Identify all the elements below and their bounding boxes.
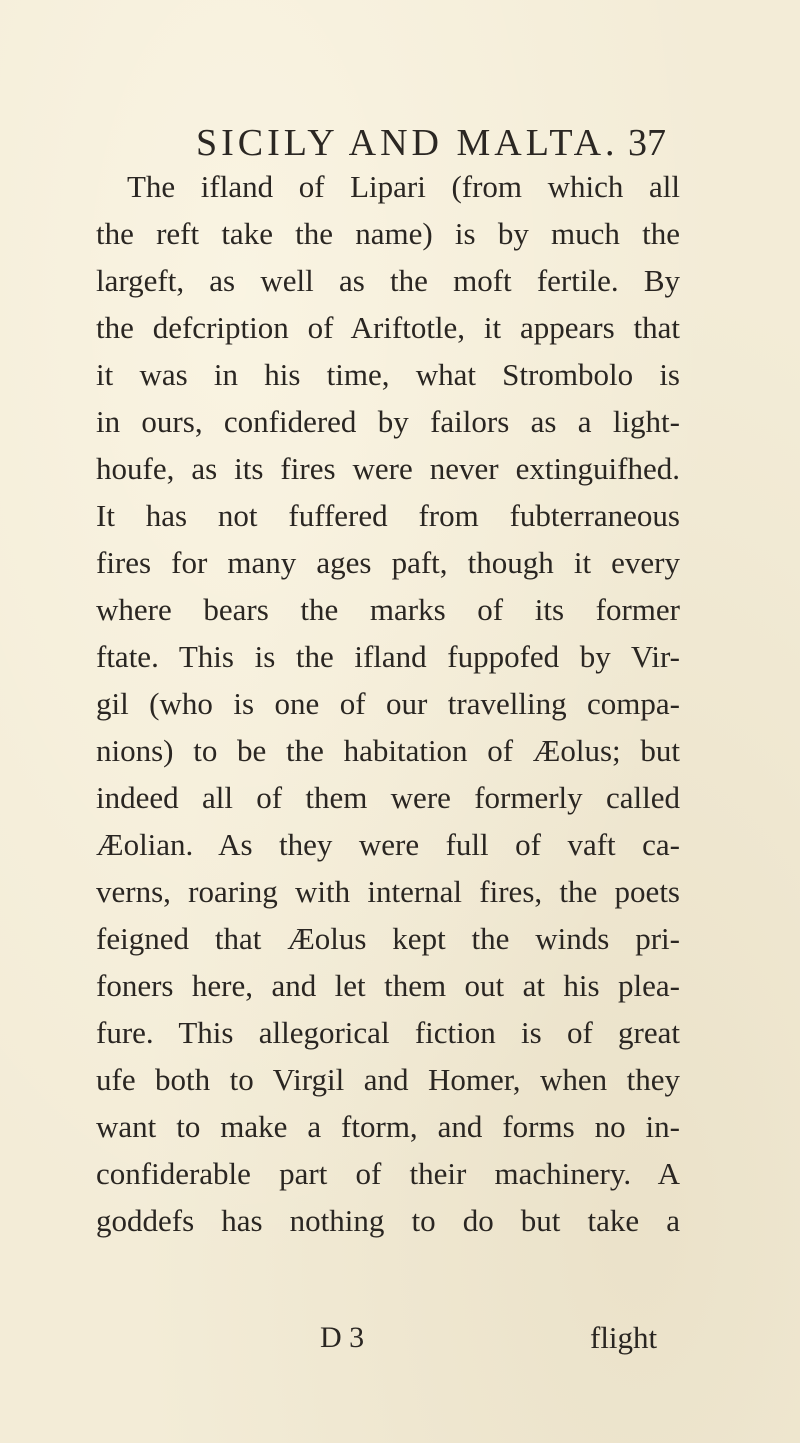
body-text	[96, 160, 680, 1241]
catchword: flight	[590, 1320, 658, 1355]
text-line: It has not fuffered from fubterraneous	[96, 498, 680, 533]
text-line: want to make a ftorm, and forms no in-	[96, 1109, 680, 1144]
text-line: The ifland of Lipari (from which all	[127, 169, 680, 204]
running-head: SICILY AND MALTA.	[196, 122, 619, 164]
signature-mark: D 3	[320, 1321, 365, 1354]
text-line: where bears the marks of its former	[96, 592, 680, 627]
text-line: verns, roaring with internal fires, the poets	[96, 874, 680, 909]
text-line: fure. This allegorical fiction is of great	[96, 1015, 680, 1050]
page-footer	[0, 1316, 800, 1364]
text-line: nions) to be the habitation of Æolus; but	[96, 733, 680, 768]
text-line: ufe both to Virgil and Homer, when they	[96, 1062, 680, 1097]
text-line: foners here, and let them out at his plea-	[96, 968, 680, 1003]
text-line: in ours, confidered by failors as a light-	[96, 404, 680, 439]
text-line: confiderable part of their machinery. A	[96, 1156, 680, 1191]
text-line: feigned that Æolus kept the winds pri-	[96, 921, 680, 956]
text-line: houfe, as its fires were never extinguifhed.	[96, 451, 680, 486]
text-line: it was in his time, what Strombolo is	[96, 357, 680, 392]
text-line: fires for many ages paft, though it every	[96, 545, 680, 580]
text-line: the defcription of Ariftotle, it appears that	[96, 310, 680, 345]
text-line: Æolian. As they were full of vaft ca-	[96, 827, 680, 862]
text-line: gil (who is one of our travelling compa-	[96, 686, 680, 721]
text-line: goddefs has nothing to do but take a	[96, 1203, 680, 1238]
page-number: 37	[628, 122, 666, 164]
text-line: indeed all of them were formerly called	[96, 780, 680, 815]
text-line: largeft, as well as the moft fertile. By	[96, 263, 680, 298]
text-line: the reft take the name) is by much the	[96, 216, 680, 251]
text-line: ftate. This is the ifland fuppofed by Vir-	[96, 639, 680, 674]
